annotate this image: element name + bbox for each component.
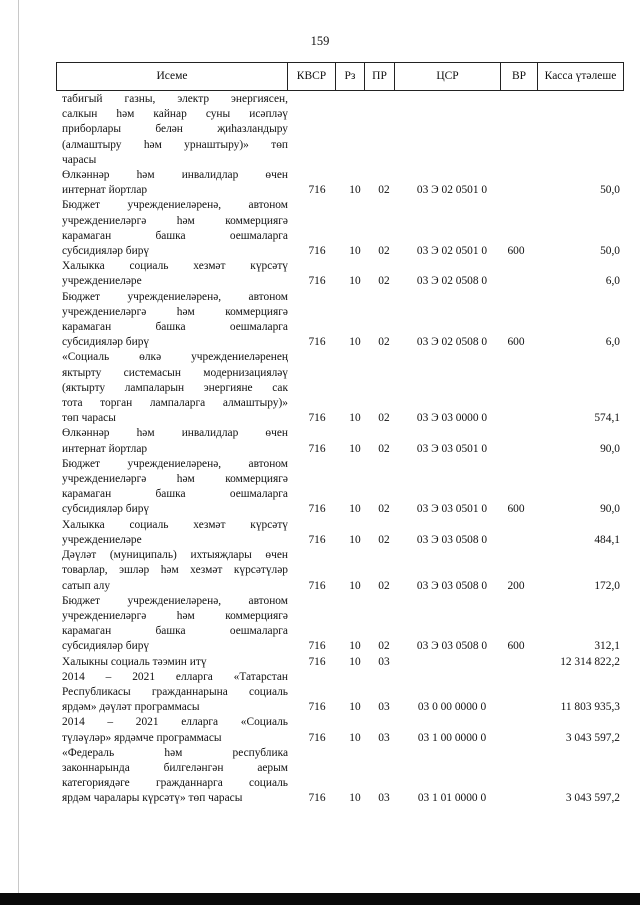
row-name-line: ярдәм» дәүләт программасы — [62, 701, 200, 714]
header-vr: ВР — [500, 63, 537, 90]
row-name — [62, 168, 288, 198]
row-vr: 200 — [507, 579, 525, 592]
row-name — [62, 198, 288, 259]
row-sum: 3 043 597,2 — [565, 792, 620, 805]
row-kvsr: 716 — [308, 275, 326, 288]
row-pr: 02 — [378, 579, 390, 592]
row-name-line: категориядәге гражданнарга социаль — [62, 777, 288, 790]
row-name — [62, 548, 288, 594]
row-rz: 10 — [349, 731, 361, 744]
row-name-line: салкын һәм кайнар суны исәпләү — [62, 108, 288, 121]
row-kvsr: 716 — [308, 579, 326, 592]
row-name-line: (алмаштыру һәм урнаштыру)» төп — [62, 138, 288, 151]
row-name — [62, 457, 288, 518]
row-sum: 574,1 — [594, 412, 620, 425]
row-kvsr: 716 — [308, 442, 326, 455]
row-rz: 10 — [349, 184, 361, 197]
row-rz: 10 — [349, 275, 361, 288]
row-pr: 02 — [378, 275, 390, 288]
row-sum: 90,0 — [600, 503, 620, 516]
row-sum: 50,0 — [600, 245, 620, 258]
header-name: Исеме — [156, 70, 188, 82]
row-name-line: яктырту системасын модернизацияләү — [62, 366, 288, 379]
row-kvsr: 716 — [308, 336, 326, 349]
row-name — [62, 290, 288, 351]
row-sum: 484,1 — [594, 533, 620, 546]
row-name-line: учреждениеләргә һәм коммерциягә — [62, 305, 288, 318]
row-name — [62, 518, 288, 548]
row-csr: 03 Э 03 0501 0 — [416, 442, 488, 455]
row-name-line: Өлкәннәр һәм инвалидлар өчен — [62, 169, 288, 182]
row-vr: 600 — [507, 640, 525, 653]
row-rz: 10 — [349, 655, 361, 668]
row-name-line: Бюджет учреждениеләренә, автоном — [62, 457, 288, 470]
row-name-line: Дәүләт (муниципаль) ихтыяҗлары өчен — [62, 549, 288, 562]
row-kvsr: 716 — [308, 412, 326, 425]
table-row — [62, 746, 627, 807]
row-csr: 03 Э 02 0508 0 — [416, 336, 488, 349]
row-name-line: субсидияләр бирү — [62, 640, 150, 653]
row-sum: 50,0 — [600, 184, 620, 197]
table-header — [56, 62, 624, 91]
row-rz: 10 — [349, 792, 361, 805]
row-rz: 10 — [349, 245, 361, 258]
row-name — [62, 655, 288, 670]
row-sum: 90,0 — [600, 442, 620, 455]
page-number: 159 — [310, 34, 330, 48]
row-name-line: табигый газны, электр энергиясен, — [62, 93, 288, 105]
row-pr: 02 — [378, 245, 390, 258]
row-name-line: Халыкка социаль хезмәт күрсәтү — [62, 260, 288, 273]
row-name-line: «Федераль һәм республика — [62, 746, 288, 759]
row-rz: 10 — [349, 336, 361, 349]
row-pr: 02 — [378, 336, 390, 349]
row-kvsr: 716 — [308, 731, 326, 744]
row-rz: 10 — [349, 701, 361, 714]
row-rz: 10 — [349, 503, 361, 516]
row-pr: 03 — [378, 655, 390, 668]
row-vr: 600 — [507, 245, 525, 258]
row-kvsr: 716 — [308, 245, 326, 258]
row-rz: 10 — [349, 579, 361, 592]
row-kvsr: 716 — [308, 655, 326, 668]
row-name-line: учреждениеләре — [62, 275, 142, 288]
row-name-line: Халыкны социаль тәэмин итү — [62, 655, 207, 668]
row-name — [62, 746, 288, 807]
row-csr: 03 1 01 0000 0 — [417, 792, 487, 805]
row-name-line: субсидияләр бирү — [62, 336, 150, 349]
row-name-line: карамаган башка оешмаларга — [62, 625, 288, 638]
row-name-line: учреждениеләре — [62, 533, 142, 546]
table-row — [62, 198, 627, 259]
row-name-line: учреждениеләргә һәм коммерциягә — [62, 609, 288, 622]
row-csr: 03 1 00 0000 0 — [417, 731, 487, 744]
row-name-line: Республикасы гражданнарына социаль — [62, 685, 288, 698]
row-kvsr: 716 — [308, 503, 326, 516]
header-csr: ЦСР — [394, 63, 500, 90]
row-name — [62, 594, 288, 655]
row-pr: 02 — [378, 640, 390, 653]
row-name-line: Халыкка социаль хезмәт күрсәтү — [62, 518, 288, 531]
row-name-line: Бюджет учреждениеләренә, автоном — [62, 594, 288, 607]
row-name-line: интернат йортлар — [62, 442, 148, 455]
row-name-line: 2014 – 2021 елларга «Социаль — [62, 716, 288, 729]
row-name-line: карамаган башка оешмаларга — [62, 229, 288, 242]
row-csr: 03 0 00 0000 0 — [417, 701, 487, 714]
row-csr: 03 Э 02 0508 0 — [416, 275, 488, 288]
header-pr: ПР — [364, 63, 394, 90]
row-kvsr: 716 — [308, 792, 326, 805]
row-csr: 03 Э 02 0501 0 — [416, 184, 488, 197]
row-name — [62, 92, 288, 168]
row-name-line: учреждениеләргә һәм коммерциягә — [62, 214, 288, 227]
row-name-line: Бюджет учреждениеләренә, автоном — [62, 199, 288, 212]
page-bottom-bar — [0, 893, 640, 905]
row-kvsr: 716 — [308, 640, 326, 653]
row-csr: 03 Э 03 0501 0 — [416, 503, 488, 516]
header-kvsr: КВСР — [287, 63, 335, 90]
table-row — [62, 670, 627, 716]
row-rz: 10 — [349, 412, 361, 425]
row-name-line: карамаган башка оешмаларга — [62, 488, 288, 501]
row-sum: 6,0 — [605, 336, 620, 349]
table-row — [62, 350, 627, 426]
row-name — [62, 715, 288, 745]
row-pr: 02 — [378, 184, 390, 197]
table-body — [62, 92, 627, 807]
row-name — [62, 426, 288, 456]
row-pr: 02 — [378, 412, 390, 425]
row-name — [62, 350, 288, 426]
row-name-line: законнарында билгеләнгән аерым — [62, 761, 288, 774]
table-row — [62, 457, 627, 518]
row-vr: 600 — [507, 503, 525, 516]
table-row — [62, 548, 627, 594]
row-rz: 10 — [349, 533, 361, 546]
row-sum: 312,1 — [594, 640, 620, 653]
row-csr: 03 Э 03 0508 0 — [416, 640, 488, 653]
row-name-line: субсидияләр бирү — [62, 245, 150, 258]
row-sum: 172,0 — [594, 579, 620, 592]
row-rz: 10 — [349, 442, 361, 455]
row-sum: 12 314 822,2 — [560, 655, 620, 668]
row-name-line: учреждениеләргә һәм коммерциягә — [62, 473, 288, 486]
table-row — [62, 259, 627, 289]
row-name — [62, 670, 288, 716]
table-row — [62, 92, 627, 168]
row-csr: 03 Э 02 0501 0 — [416, 245, 488, 258]
row-csr: 03 Э 03 0000 0 — [416, 412, 488, 425]
table-row — [62, 518, 627, 548]
table-row — [62, 290, 627, 351]
row-pr: 02 — [378, 503, 390, 516]
row-name-line: интернат йортлар — [62, 184, 148, 197]
row-sum: 6,0 — [605, 275, 620, 288]
row-pr: 02 — [378, 442, 390, 455]
table-row — [62, 655, 627, 670]
header-rz: Рз — [335, 63, 364, 90]
row-pr: 03 — [378, 731, 390, 744]
row-pr: 02 — [378, 533, 390, 546]
row-pr: 03 — [378, 792, 390, 805]
header-sum: Касса үтәлеше — [537, 63, 623, 90]
row-name-line: товарлар, эшләр һәм хезмәт күрсәтүләр — [62, 564, 288, 577]
table-row — [62, 594, 627, 655]
row-name-line: 2014 – 2021 елларга «Татарстан — [62, 670, 288, 683]
row-vr: 600 — [507, 336, 525, 349]
row-name-line: сатып алу — [62, 579, 111, 592]
row-sum: 3 043 597,2 — [565, 731, 620, 744]
row-csr: 03 Э 03 0508 0 — [416, 533, 488, 546]
row-csr: 03 Э 03 0508 0 — [416, 579, 488, 592]
row-name-line: түләүләр» ярдәмче программасы — [62, 731, 222, 744]
row-name-line: төп чарасы — [62, 412, 116, 425]
row-name-line: Өлкәннәр һәм инвалидлар өчен — [62, 427, 288, 440]
table-row — [62, 426, 627, 456]
row-name-line: тота торган лампаларга алмаштыру)» — [62, 397, 288, 410]
row-kvsr: 716 — [308, 701, 326, 714]
table-row — [62, 168, 627, 198]
row-name — [62, 259, 288, 289]
row-name-line: «Социаль өлкә учреждениеләренең — [62, 351, 288, 364]
row-kvsr: 716 — [308, 533, 326, 546]
row-name-line: субсидияләр бирү — [62, 503, 150, 516]
row-rz: 10 — [349, 640, 361, 653]
row-name-line: карамаган башка оешмаларга — [62, 321, 288, 334]
row-pr: 03 — [378, 701, 390, 714]
page-left-border — [18, 0, 19, 893]
row-name-line: чарасы — [62, 153, 97, 166]
table-row — [62, 715, 627, 745]
row-name-line: приборлары белән җиһазландыру — [62, 123, 288, 136]
row-name-line: Бюджет учреждениеләренә, автоном — [62, 290, 288, 303]
row-sum: 11 803 935,3 — [560, 701, 620, 714]
row-name-line: (яктырту лампаларын энергияне сак — [62, 381, 288, 394]
row-name-line: ярдәм чаралары күрсәтү» төп чарасы — [62, 792, 243, 805]
row-kvsr: 716 — [308, 184, 326, 197]
